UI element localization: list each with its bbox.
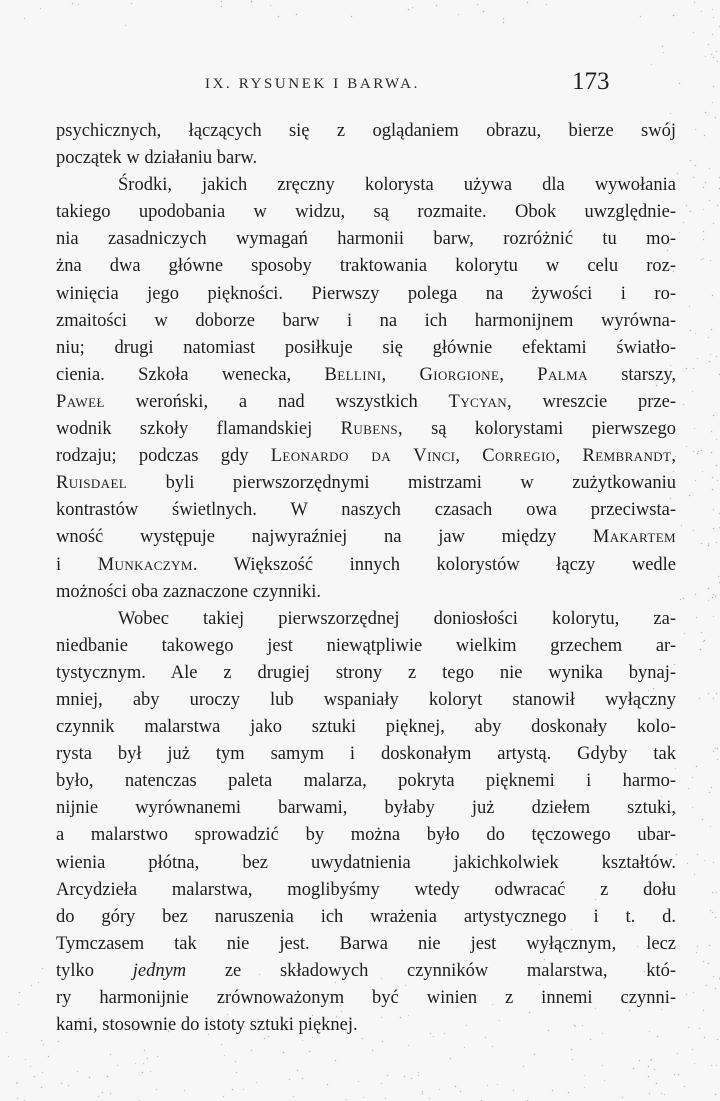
text-run: rysta był już tym samym i doskonałym artystą. Gdyby tak: [56, 744, 676, 765]
text-run: byli pierwszorzędnymi mistrzami w zużytkowaniu: [127, 473, 676, 494]
text-run: ry harmonijnie zrównoważonym być winien z innemi czynni-: [56, 988, 676, 1008]
text-run: do góry bez naruszenia ich wrażenia artystycznego i t. d.: [56, 906, 676, 927]
text-run: psychicznych, łączących się z oglądaniem obrazu, bierze swój: [56, 121, 676, 141]
text-run: ,: [381, 364, 420, 385]
running-head: IX. RYSUNEK I BARWA.: [205, 76, 420, 92]
text-line: [56, 443, 676, 470]
body-text: [56, 118, 676, 1039]
proper-name: Paweł: [56, 391, 105, 412]
text-line: [56, 389, 676, 416]
text-run: początek w działaniu barw.: [56, 148, 258, 169]
text-run: kontrastów świetlnych. W naszych czasach owa przeciwsta-: [56, 500, 676, 521]
text-line: [56, 931, 676, 958]
text-run: możności oba zaznaczone czynniki.: [56, 581, 322, 602]
text-run: weroński, a nad wszystkich: [104, 391, 449, 412]
text-run: ,: [671, 446, 677, 467]
text-run: wienia płótna, bez uwydatnienia jakichkolwiek kształtów.: [56, 852, 676, 873]
text-line: [56, 795, 676, 822]
text-run: żna dwa główne sposoby traktowania kolorytu w celu roz-: [56, 256, 676, 277]
text-run: zmaitości w doborze barw i na ich harmonijnem wyrówna-: [56, 310, 676, 331]
text-line: [56, 822, 676, 849]
text-run: tylko: [56, 960, 133, 981]
text-line: [56, 172, 676, 199]
text-run: Tymczasem tak nie jest. Barwa nie jest wyłącznym, lecz: [56, 933, 676, 954]
text-line: [56, 985, 676, 1012]
text-line: [56, 904, 676, 931]
text-line: [56, 335, 676, 362]
text-run: nijnie wyrównanemi barwami, byłaby już dziełem sztuki,: [56, 798, 676, 819]
proper-name: Corregio: [482, 446, 556, 467]
text-line: [56, 687, 676, 714]
text-line: [56, 199, 676, 226]
text-line: [56, 633, 676, 660]
text-run: mniej, aby uroczy lub wspaniały koloryt stanowił wyłączny: [56, 689, 676, 710]
text-run: wność występuje najwyraźniej na jaw między: [56, 527, 593, 548]
text-line: [56, 877, 676, 904]
text-line: [56, 308, 676, 335]
text-run: rodzaju; podczas gdy: [56, 446, 271, 467]
text-run: winięcia jego piękności. Pierwszy polega na żywości i ro-: [56, 283, 676, 304]
page-number: 173: [572, 68, 610, 95]
text-line: [56, 253, 676, 280]
text-run: , są kolorystami pierwszego: [398, 419, 676, 440]
text-run: Arcydzieła malarstwa, moglibyśmy wtedy odwracać z dołu: [56, 879, 676, 900]
proper-name: Palma: [537, 364, 588, 385]
text-run: było, natenczas paleta malarza, pokryta pięknemi i harmo-: [56, 771, 676, 792]
text-run: wodnik szkoły flamandskiej: [56, 419, 341, 440]
text-run: starszy,: [587, 364, 677, 385]
proper-name: Tycyan: [448, 391, 508, 412]
text-line: [56, 145, 676, 172]
proper-name: Leonardo da Vinci: [270, 446, 456, 467]
text-run: . Większość innych kolorystów łączy wedle: [192, 554, 677, 575]
text-line: [56, 958, 676, 985]
proper-name: Giorgione: [419, 364, 500, 385]
text-run: a malarstwo sprowadzić by można było do tęczowego ubar-: [56, 825, 676, 846]
text-line: [56, 470, 676, 497]
text-run: nia zasadniczych wymagań harmonii barw, rozróżnić tu mo-: [56, 229, 676, 250]
proper-name: Munkaczym: [97, 554, 193, 575]
text-line: [56, 281, 676, 308]
text-line: [56, 660, 676, 687]
text-run: tystycznym. Ale z drugiej strony z tego nie wynika bynaj-: [56, 662, 676, 683]
text-line: [56, 850, 676, 877]
text-line: [56, 579, 676, 606]
text-run: , wreszcie prze-: [507, 391, 676, 412]
text-run: takiego upodobania w widzu, są rozmaite. Obok uwzględnie-: [56, 202, 676, 223]
proper-name: Rubens: [340, 419, 399, 440]
text-line: [56, 416, 676, 443]
text-run: czynnik malarstwa jako sztuki pięknej, aby doskonały kolo-: [56, 717, 676, 738]
text-run: Wobec takiej pierwszorzędnej doniosłości kolorytu, za-: [118, 608, 676, 629]
text-line: [56, 741, 676, 768]
text-run: kami, stosownie do istoty sztuki pięknej.: [56, 1015, 358, 1036]
text-line: [56, 118, 676, 145]
text-run: i: [56, 554, 98, 575]
proper-name: Rembrandt: [582, 446, 672, 467]
text-run: ,: [555, 446, 583, 467]
page-header: [205, 68, 610, 102]
text-line: [56, 226, 676, 253]
text-run: Środki, jakich zręczny kolorysta używa dla wywołania: [118, 175, 676, 196]
text-line: [56, 497, 676, 524]
text-line: [56, 714, 676, 741]
text-line: [56, 552, 676, 579]
text-run: niu; drugi natomiast posiłkuje się głównie efektami światło-: [56, 337, 676, 358]
text-run: niedbanie takowego jest niewątpliwie wielkim grzechem ar-: [56, 635, 676, 656]
emphasis: jednym: [132, 960, 187, 981]
text-run: ze składowych czynników malarstwa, któ-: [186, 960, 676, 981]
text-run: cienia. Szkoła wenecka,: [56, 364, 325, 385]
proper-name: Bellini: [324, 364, 382, 385]
text-line: [56, 1012, 676, 1039]
text-run: ,: [499, 364, 538, 385]
text-run: ,: [455, 446, 483, 467]
text-line: [56, 768, 676, 795]
proper-name: Ruisdael: [56, 473, 128, 494]
text-line: [56, 524, 676, 551]
text-line: [56, 606, 676, 633]
proper-name: Makartem: [592, 527, 676, 548]
text-line: [56, 362, 676, 389]
